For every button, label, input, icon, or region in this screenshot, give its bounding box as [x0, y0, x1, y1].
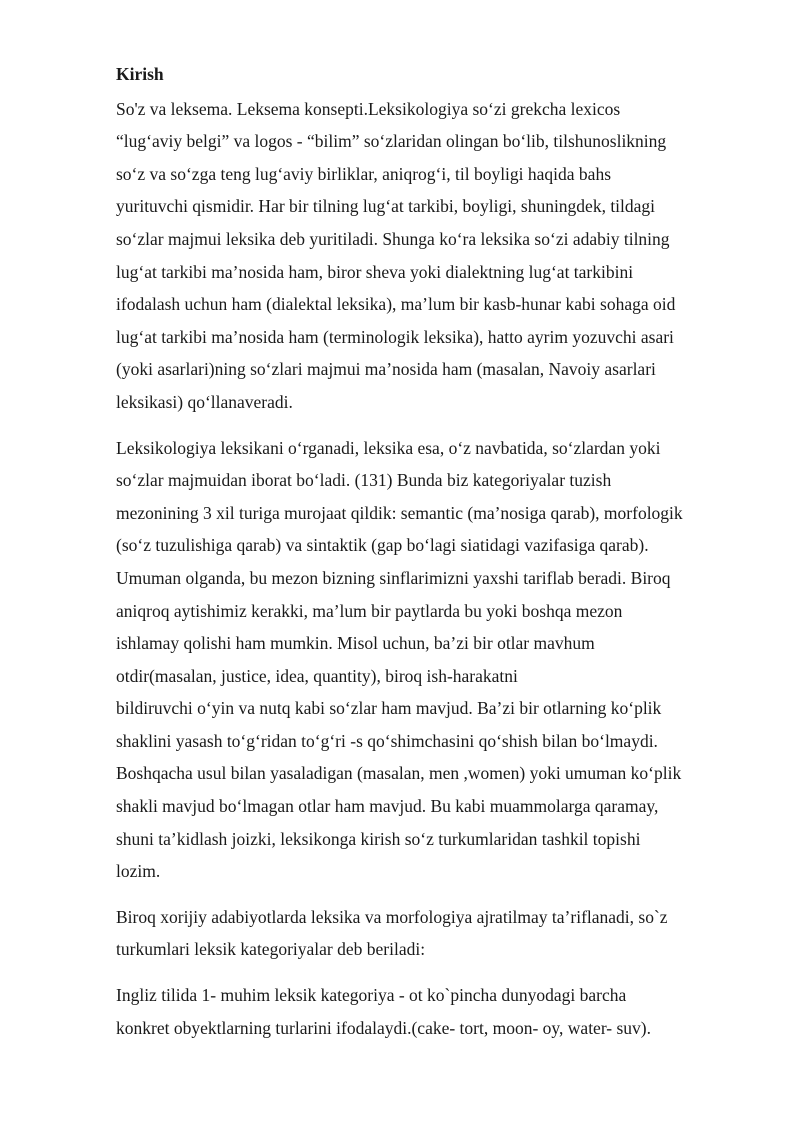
text-line: Ingliz tilida 1- muhim leksik kategoriya - ot ko`pincha dunyodagi barcha [116, 985, 627, 1006]
text-line: turkumlari leksik kategoriyalar deb beriladi: [116, 939, 426, 960]
text-line: shaklini yasash to‘g‘ridan to‘g‘ri -s qo‘shimchasini qo‘shish bilan bo‘lmaydi. [116, 730, 658, 751]
text-line: lozim. [116, 861, 161, 882]
text-line: Leksikologiya leksikani o‘rganadi, leksika esa, o‘z navbatida, so‘zlardan yoki [116, 437, 661, 458]
text-line: so‘z va so‘zga teng lug‘aviy birliklar, aniqrog‘i, til boyligi haqida bahs [116, 163, 612, 184]
text-line: shuni ta’kidlash joizki, leksikonga kirish so‘z turkumlaridan tashkil topishi [116, 828, 641, 849]
paragraph-4 [116, 979, 726, 1044]
text-line: “lug‘aviy belgi” va logos - “bilim” so‘zlaridan olingan bo‘lib, tilshunoslikning [116, 131, 667, 152]
text-line: Boshqacha usul bilan yasaladigan (masalan, men ,women) yoki umuman ko‘plik [116, 763, 682, 784]
text-line: So'z va leksema. Leksema konsepti.Leksikologiya so‘zi grekcha lexicos [116, 98, 621, 119]
text-line: (so‘z tuzulishiga qarab) va sintaktik (gap bo‘lagi siatidagi vazifasiga qarab). [116, 535, 649, 556]
text-line: Umuman olganda, bu mezon bizning sinflarimizni yaxshi tariflab beradi. Biroq [116, 567, 671, 588]
paragraph-3 [116, 901, 726, 966]
text-line: ishlamay qolishi ham mumkin. Misol uchun, ba’zi bir otlar mavhum [116, 633, 595, 654]
text-line: lug‘at tarkibi ma’nosida ham (terminologik leksika), hatto ayrim yozuvchi asari [116, 326, 674, 347]
text-line: shakli mavjud bo‘lmagan otlar ham mavjud. Bu kabi muammolarga qaramay, [116, 796, 659, 817]
text-line: leksikasi) qo‘llanaveradi. [116, 391, 293, 412]
text-line: (yoki asarlari)ning so‘zlari majmui ma’nosida ham (masalan, Navoiy asarlari [116, 359, 656, 380]
text-line: Biroq xorijiy adabiyotlarda leksika va morfologiya ajratilmay ta’riflanadi, so`z [116, 906, 668, 927]
text-line: otdir(masalan, justice, idea, quantity), biroq ish-harakatni [116, 665, 518, 686]
text-line: yurituvchi qismidir. Har bir tilning lug‘at tarkibi, boyligi, shuningdek, tildagi [116, 196, 656, 217]
paragraph-2 [116, 432, 726, 888]
section-heading: Kirish [116, 64, 164, 84]
document-page [116, 58, 726, 1057]
text-line: bildiruvchi o‘yin va nutq kabi so‘zlar ham mavjud. Ba’zi bir otlarning ko‘plik [116, 698, 662, 719]
paragraph-1 [116, 93, 726, 419]
text-line: so‘zlar majmuidan iborat bo‘ladi. (131) Bunda biz kategoriyalar tuzish [116, 470, 612, 491]
text-line: mezonining 3 xil turiga murojaat qildik: semantic (ma’nosiga qarab), morfologik [116, 502, 683, 523]
text-line: ifodalash uchun ham (dialektal leksika), ma’lum bir kasb-hunar kabi sohaga oid [116, 294, 676, 315]
text-line: lug‘at tarkibi ma’nosida ham, biror sheva yoki dialektning lug‘at tarkibini [116, 261, 634, 282]
text-line: konkret obyektlarning turlarini ifodalaydi.(cake- tort, moon- oy, water- suv). [116, 1017, 652, 1038]
text-line: aniqroq aytishimiz kerakki, ma’lum bir paytlarda bu yoki boshqa mezon [116, 600, 623, 621]
text-line: so‘zlar majmui leksika deb yuritiladi. Shunga ko‘ra leksika so‘zi adabiy tilning [116, 228, 670, 249]
